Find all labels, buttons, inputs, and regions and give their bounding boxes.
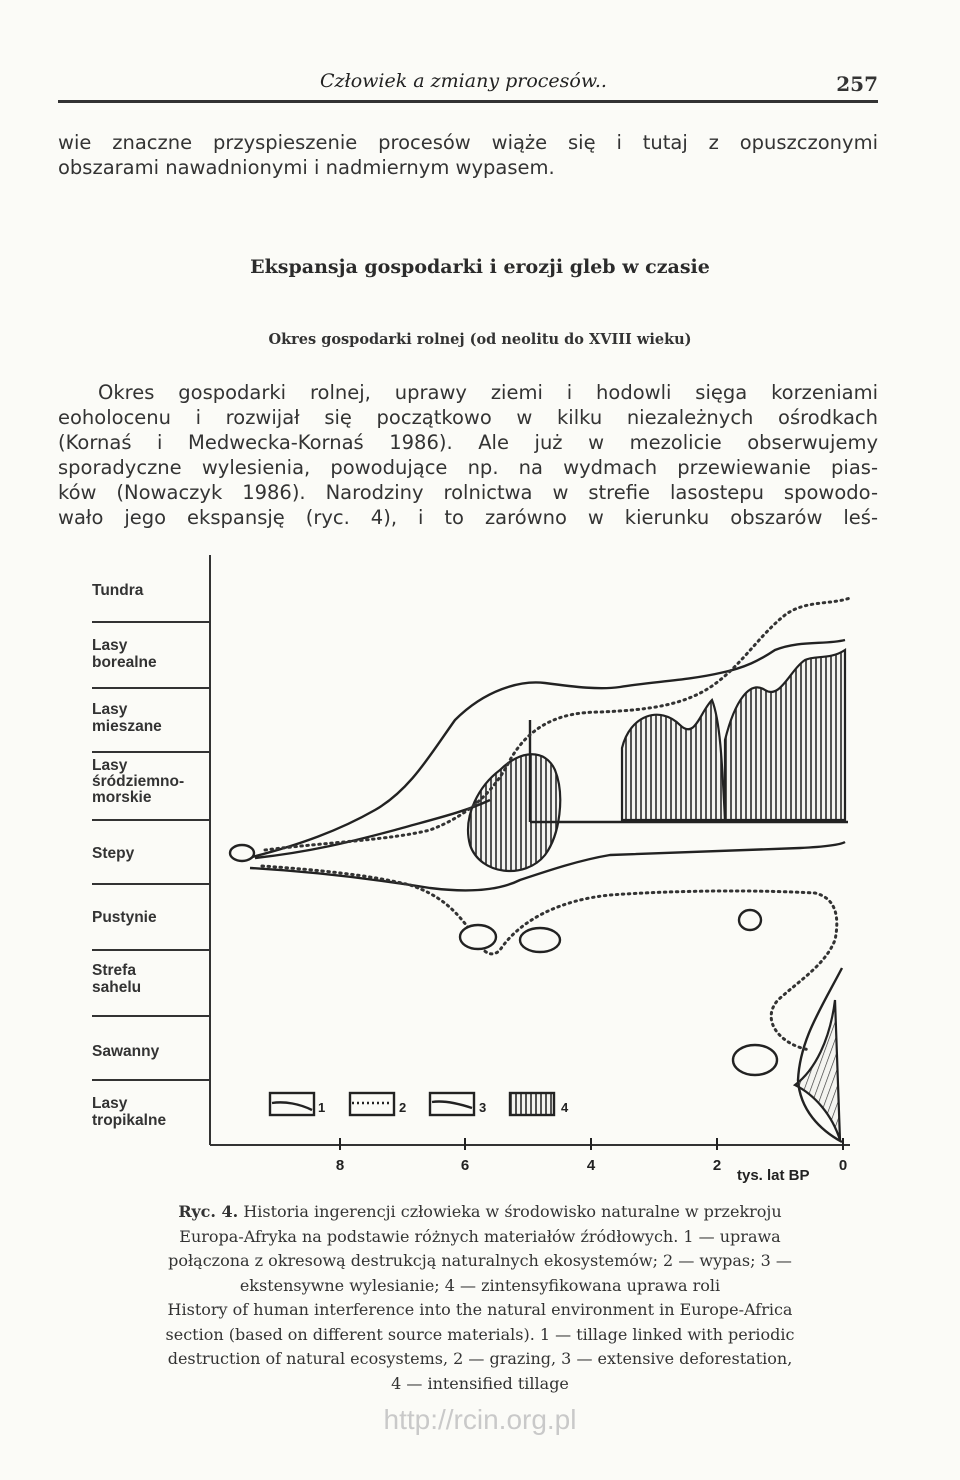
- legend: [270, 1093, 569, 1115]
- caption-line: 4 — intensified tillage: [391, 1373, 569, 1393]
- zone-label-sahel: Strefa sahelu: [92, 962, 142, 996]
- paragraph-line: sporadyczne wylesienia, powodujące np. na wydmach przewiewanie pias-: [58, 456, 878, 479]
- legend-item-1: [270, 1093, 325, 1115]
- legend-item-3: [430, 1093, 486, 1115]
- intensive-tillage-areas: [468, 650, 845, 1140]
- zone-label-mediterranean: Lasy śródziemno-morskie: [92, 757, 185, 806]
- running-head: Człowiek a zmiany procesów..: [320, 70, 607, 92]
- source-url[interactable]: http://rcin.org.pl: [383, 1404, 577, 1435]
- caption-line: Ryc. 4. Historia ingerencji człowieka w środowisko naturalne w przekroju: [178, 1202, 782, 1221]
- caption-line: ekstensywne wylesianie; 4 — zintensyfikowana uprawa roli: [239, 1275, 721, 1295]
- zone-label-deserts: Pustynie: [92, 909, 157, 926]
- zone-label-mixed: Lasy mieszane: [92, 701, 162, 735]
- page-number: 257: [836, 72, 878, 96]
- legend-item-2: [350, 1093, 406, 1115]
- oval-sahara-1: [460, 925, 496, 949]
- legend-item-4: [510, 1093, 569, 1115]
- x-tick-label: 4: [586, 1157, 596, 1174]
- paragraph-line: wało jego ekspansję (ryc. 4), i to zarówno w kierunku obszarów leś-: [58, 506, 878, 529]
- hatched-area-north: [725, 650, 845, 820]
- solid-inner-curve: [255, 800, 490, 858]
- x-tick-label: 8: [335, 1157, 345, 1174]
- paragraph-line: obszarami nawadnionymi i nadmiernym wypasem.: [58, 156, 555, 179]
- isolated-centres: [230, 845, 777, 1075]
- caption-line: History of human interference into the natural environment in Europe-Africa: [167, 1300, 793, 1319]
- hatched-area-central: [622, 700, 725, 820]
- caption-line: section (based on different source materials). 1 — tillage linked with periodic: [165, 1324, 795, 1344]
- svg-text:3: 3: [479, 1100, 487, 1115]
- zone-labels: [92, 582, 184, 1129]
- body-paragraph: [58, 380, 878, 530]
- dotted-lower-curve: [262, 866, 837, 1050]
- paragraph-line: wie znaczne przyspieszenie procesów wiąże się i tutaj z opuszczonymi: [58, 131, 878, 154]
- section-title: Ekspansja gospodarki i erozji gleb w czasie: [250, 256, 710, 278]
- zone-label-savannas: Sawanny: [92, 1043, 160, 1060]
- paragraph-line: (Kornaś i Medwecka-Kornaś 1986). Ale już w mezolicie obserwujemy: [58, 431, 878, 454]
- oval-steppe-west: [230, 845, 254, 861]
- svg-text:4: 4: [561, 1100, 569, 1115]
- x-axis-unit: tys. lat BP: [737, 1167, 810, 1184]
- x-tick-label: 6: [460, 1157, 470, 1174]
- caption-line: Europa-Afryka na podstawie różnych materiałów źródłowych. 1 — uprawa: [179, 1226, 781, 1246]
- hatched-area-tropical: [795, 1000, 840, 1140]
- figure: [0, 540, 960, 1200]
- x-tick-label: 0: [838, 1157, 848, 1174]
- zone-label-tundra: Tundra: [92, 582, 144, 599]
- zone-label-boreal: Lasy borealne: [92, 637, 157, 671]
- figure-caption: [60, 1200, 900, 1396]
- oval-sahara-east: [739, 910, 761, 930]
- zone-label-steppes: Stepy: [92, 845, 135, 862]
- svg-text:2: 2: [399, 1100, 407, 1115]
- zone-label-tropical: Lasy tropikalne: [92, 1095, 167, 1129]
- oval-sahara-2: [520, 928, 560, 952]
- paragraph-line: eoholocenu i rozwijał się początkowo w kilku niezależnych ośrodkach: [58, 406, 878, 429]
- x-tick-label: 2: [712, 1157, 722, 1174]
- header-rule: [58, 100, 878, 103]
- caption-line: połączona z okresową destrukcją naturalnych ekosystemów; 2 — wypas; 3 —: [168, 1251, 792, 1270]
- oval-savanna: [733, 1045, 777, 1075]
- paragraph-line: ków (Nowaczyk 1986). Narodziny rolnictwa w strefie lasostepu spowodo-: [58, 481, 878, 504]
- hatched-area-mediterranean: [468, 754, 560, 871]
- intro-paragraph: [58, 130, 878, 180]
- paragraph-line: Okres gospodarki rolnej, uprawy ziemi i hodowli sięga korzeniami: [98, 381, 878, 404]
- subsection-title: Okres gospodarki rolnej (od neolitu do XVIII wieku): [268, 331, 692, 348]
- svg-text:1: 1: [318, 1100, 326, 1115]
- caption-line: destruction of natural ecosystems, 2 — grazing, 3 — extensive deforestation,: [167, 1349, 793, 1368]
- caption-lead: Ryc. 4.: [178, 1202, 239, 1221]
